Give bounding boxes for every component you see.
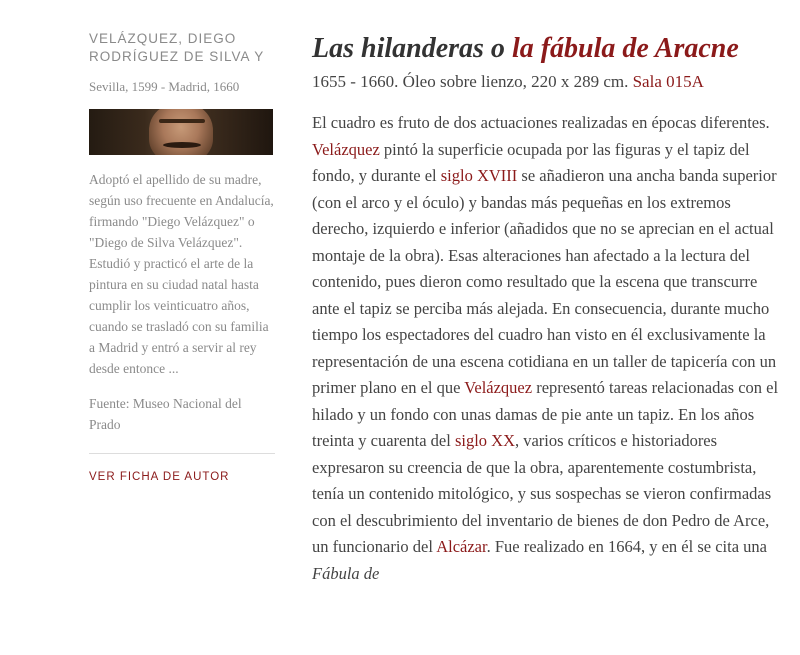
link-alcazar[interactable]: Alcázar <box>436 537 487 556</box>
portrait-moustache <box>163 142 201 148</box>
artwork-description <box>312 110 782 587</box>
link-velazquez-2[interactable]: Velázquez <box>464 378 533 397</box>
description-text: El cuadro es fruto de dos actuaciones realizadas en épocas diferentes. <box>312 113 770 132</box>
author-portrait <box>89 109 273 155</box>
description-text: , varios críticos e historiadores expresaron su creencia de que la obra, aparentemente costumbrista, tenía un contenido mitológico, y sus sospechas se vieron confirmadas con el descubrimiento del inventario de bienes de don Pedro de Arce, un funcionario del <box>312 431 772 556</box>
description-text: representó tareas relacionadas con el hilado y un fondo con unas damas de pie ante un tapiz. En los años treinta y cuarenta del <box>312 378 779 450</box>
author-bio: Adoptó el apellido de su madre, según uso frecuente en Andalucía, firmando "Diego Velázquez" o "Diego de Silva Velázquez". Estudió y practicó el arte de la pintura en su ciudad natal hasta cumplir los veinticuatro años, cuando se trasladó con su familia a Madrid y entró a servir al rey desde entonce ... <box>89 172 274 376</box>
description-text: . Fue realizado en 1664, y en él se cita una <box>486 537 767 556</box>
portrait-face <box>149 109 213 155</box>
description-italic: Fábula de <box>312 563 380 583</box>
description-text: pintó la superficie ocupada por las figuras y el tapiz del fondo, y durante el <box>312 139 750 185</box>
author-name <box>89 30 275 66</box>
room-link[interactable]: Sala 015A <box>632 72 704 91</box>
artwork-title-part-1: Las hilanderas o <box>312 33 512 64</box>
author-sidebar <box>89 30 275 483</box>
author-profile-link[interactable]: VER FICHA DE AUTOR <box>89 471 230 483</box>
artwork-title-part-2: la fábula de Aracne <box>511 33 739 64</box>
source-credit: Fuente: Museo Nacional del Prado <box>89 396 242 432</box>
author-dates: Sevilla, 1599 - Madrid, 1660 <box>89 79 240 94</box>
artwork-title <box>312 30 782 68</box>
link-siglo-xviii[interactable]: siglo XVIII <box>440 166 518 185</box>
author-name-line-2: RODRÍGUEZ DE SILVA Y <box>89 49 265 64</box>
portrait-brow <box>159 119 205 123</box>
link-siglo-xx[interactable]: siglo XX <box>454 431 515 450</box>
author-name-line-1: VELÁZQUEZ, DIEGO <box>89 31 237 46</box>
artwork-meta-text: 1655 - 1660. Óleo sobre lienzo, 220 x 289 cm. <box>312 72 633 91</box>
artwork-main <box>312 30 782 604</box>
description-text: se añadieron una ancha banda superior (con el arco y el óculo) y bandas más pequeñas en los extremos derecho, izquierdo e inferior (añadidos que no se aprecian en el actual montaje de la obra). Esas alteraciones han afectado a la lectura del contenido, pues dieron como resultado que la escena que transcurre ante el tapiz se perciba más alejada. En consecuencia, durante mucho tiempo los espectadores del cuadro han visto en él exclusivamente la representación de una escena cotidiana en un taller de tapicería con un primer plano en el que <box>312 166 777 397</box>
sidebar-divider <box>89 453 275 454</box>
link-velazquez[interactable]: Velázquez <box>312 139 380 159</box>
artwork-meta <box>312 71 782 93</box>
